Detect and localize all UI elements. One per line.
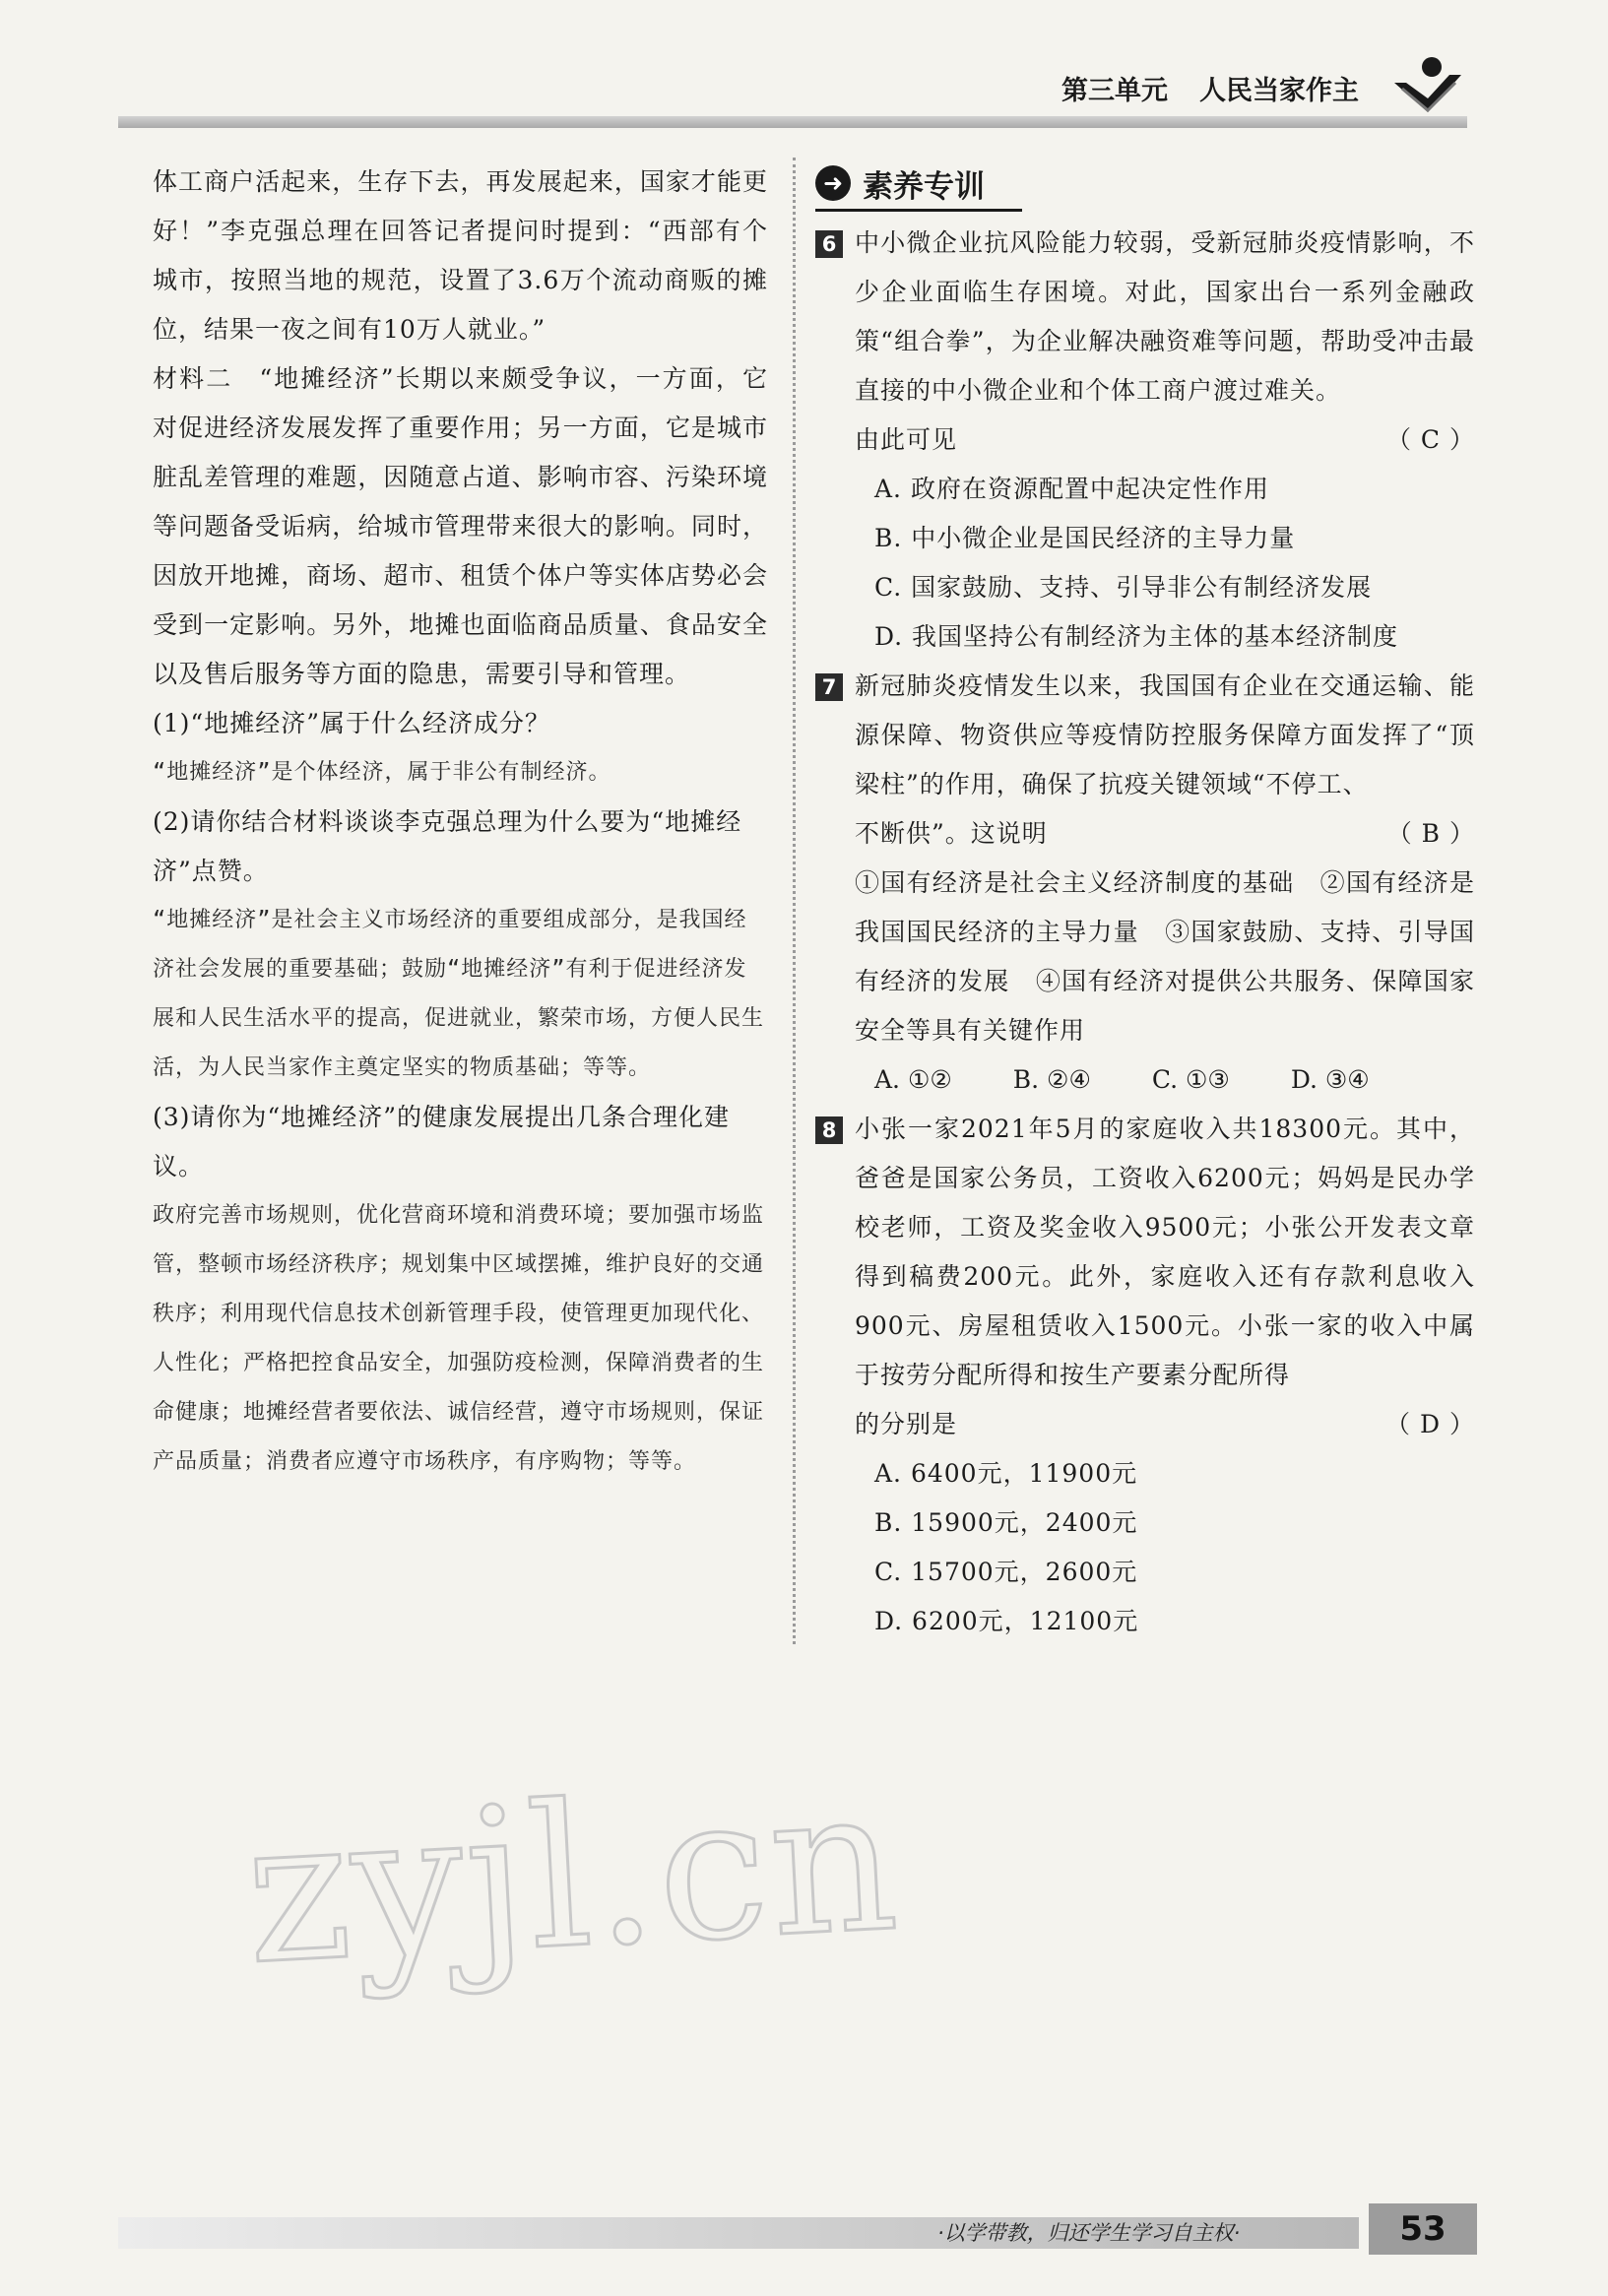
option-d: D. 6200元，12100元 xyxy=(874,1607,1139,1635)
answer-bracket: （ B ） xyxy=(1386,819,1475,848)
stem-end-row xyxy=(855,809,1475,859)
left-column xyxy=(153,158,768,1487)
option-d: D. ③④ xyxy=(1290,1065,1370,1094)
question-number: 8 xyxy=(815,1116,843,1144)
page-header xyxy=(118,61,1467,140)
question-7 xyxy=(815,662,1475,1105)
right-column xyxy=(815,158,1475,1646)
watermark: zyjl.cn xyxy=(240,1745,905,2009)
option-c: C. ①③ xyxy=(1151,1065,1230,1094)
statements: ①国有经济是社会主义经济制度的基础 ②国有经济是我国国民经济的主导力量 ③国家鼓励、支持、引导国有经济的发展 ④国有经济对提供公共服务、保障国家安全等具有关键作用 xyxy=(855,868,1475,1045)
material-two: 材料二 “地摊经济”长期以来颇受争议，一方面，它对促进经济发展发挥了重要作用；另一方面，它是城市脏乱差管理的难题，因随意占道、影响市容、污染环境等问题备受诟病，给城市管理带来很大的影响。同时，因放开地摊，商场、超市、租赁个体户等实体店势必会受到一定影响。另外，地摊也面临商品质量、食品安全以及售后服务等方面的隐患，需要引导和管理。 xyxy=(153,364,768,688)
unit-title: 人民当家作主 xyxy=(1199,76,1359,106)
footer-slogan: ·以学带教，归还学生学习自主权· xyxy=(937,2221,1241,2245)
section-heading xyxy=(815,158,1475,213)
option-a: A. ①② xyxy=(874,1065,952,1094)
section-underline xyxy=(815,209,1022,212)
option-c: C. 国家鼓励、支持、引导非公有制经济发展 xyxy=(874,573,1373,602)
question-number: 6 xyxy=(815,230,843,258)
section-title: 素养专训 xyxy=(863,169,985,205)
question-stem: 新冠肺炎疫情发生以来，我国国有企业在交通运输、能源保障、物资供应等疫情防控服务保障方面发挥了“顶梁柱”的作用，确保了抗疫关键领域“不停工、 xyxy=(855,671,1475,798)
question-stem: 中小微企业抗风险能力较弱，受新冠肺炎疫情影响，不少企业面临生存困境。对此，国家出台一系列金融政策“组合拳”，为企业解决融资难等问题，帮助受冲击最直接的中小微企业和个体工商户渡过难关。 xyxy=(855,228,1475,405)
question-6 xyxy=(815,219,1475,662)
stem-end: 的分别是 xyxy=(855,1410,958,1438)
option-a: A. 6400元，11900元 xyxy=(874,1459,1138,1488)
stem-end: 由此可见 xyxy=(855,425,958,454)
book-logo-icon xyxy=(1388,53,1467,122)
question-8 xyxy=(815,1105,1475,1646)
option-d: D. 我国坚持公有制经济为主体的基本经济制度 xyxy=(874,622,1399,651)
question-1: (1)“地摊经济”属于什么经济成分？ xyxy=(153,709,550,737)
page-footer xyxy=(118,2196,1477,2264)
material-one-continued: 体工商户活起来，生存下去，再发展起来，国家才能更好！”李克强总理在回答记者提问时提到：“西部有个城市，按照当地的规范，设置了3.6万个流动商贩的摊位，结果一夜之间有10万人就业。” xyxy=(153,167,768,344)
unit-label: 第三单元 xyxy=(1061,76,1168,106)
question-stem: 小张一家2021年5月的家庭收入共18300元。其中，爸爸是国家公务员，工资收入6200元；妈妈是民办学校老师，工资及奖金收入9500元；小张公开发表文章得到稿费200元。此外，家庭收入还有存款利息收入900元、房屋租赁收入1500元。小张一家的收入中属于按劳分配所得和按生产要素分配所得 xyxy=(855,1115,1475,1389)
option-b: B. 中小微企业是国民经济的主导力量 xyxy=(874,524,1296,552)
question-2: (2)请你结合材料谈谈李克强总理为什么要为“地摊经济”点赞。 xyxy=(153,807,742,885)
answer-3: 政府完善市场规则，优化营商环境和消费环境；要加强市场监管，整顿市场经济秩序；规划集中区域摆摊，维护良好的交通秩序；利用现代信息技术创新管理手段，使管理更加现代化、人性化；严格把控食品安全，加强防疫检测，保障消费者的生命健康；地摊经营者要依法、诚信经营，遵守市场规则，保证产品质量；消费者应遵守市场秩序，有序购物；等等。 xyxy=(153,1203,765,1474)
answer-bracket: （ C ） xyxy=(1385,425,1475,454)
header-text xyxy=(1061,69,1359,107)
option-b: B. 15900元，2400元 xyxy=(874,1508,1138,1537)
question-3: (3)请你为“地摊经济”的健康发展提出几条合理化建议。 xyxy=(153,1103,730,1180)
answer-bracket: （ D ） xyxy=(1385,1410,1475,1438)
option-c: C. 15700元，2600元 xyxy=(874,1558,1138,1586)
column-divider xyxy=(793,158,796,1644)
page-number: 53 xyxy=(1369,2203,1477,2255)
option-a: A. 政府在资源配置中起决定性作用 xyxy=(874,475,1269,503)
question-number: 7 xyxy=(815,673,843,701)
stem-end: 不断供”。这说明 xyxy=(855,819,1048,848)
stem-end-row xyxy=(855,415,1475,465)
options-row xyxy=(874,1055,1475,1105)
answer-1: “地摊经济”是个体经济，属于非公有制经济。 xyxy=(153,760,611,785)
header-rule xyxy=(118,116,1467,128)
arrow-right-icon: ➜ xyxy=(815,165,851,201)
answer-2: “地摊经济”是社会主义市场经济的重要组成部分，是我国经济社会发展的重要基础；鼓励“地摊经济”有利于促进经济发展和人民生活水平的提高，促进就业，繁荣市场，方便人民生活，为人民当家作主奠定坚实的物质基础；等等。 xyxy=(153,908,765,1080)
option-b: B. ②④ xyxy=(1012,1065,1091,1094)
stem-end-row xyxy=(855,1400,1475,1449)
